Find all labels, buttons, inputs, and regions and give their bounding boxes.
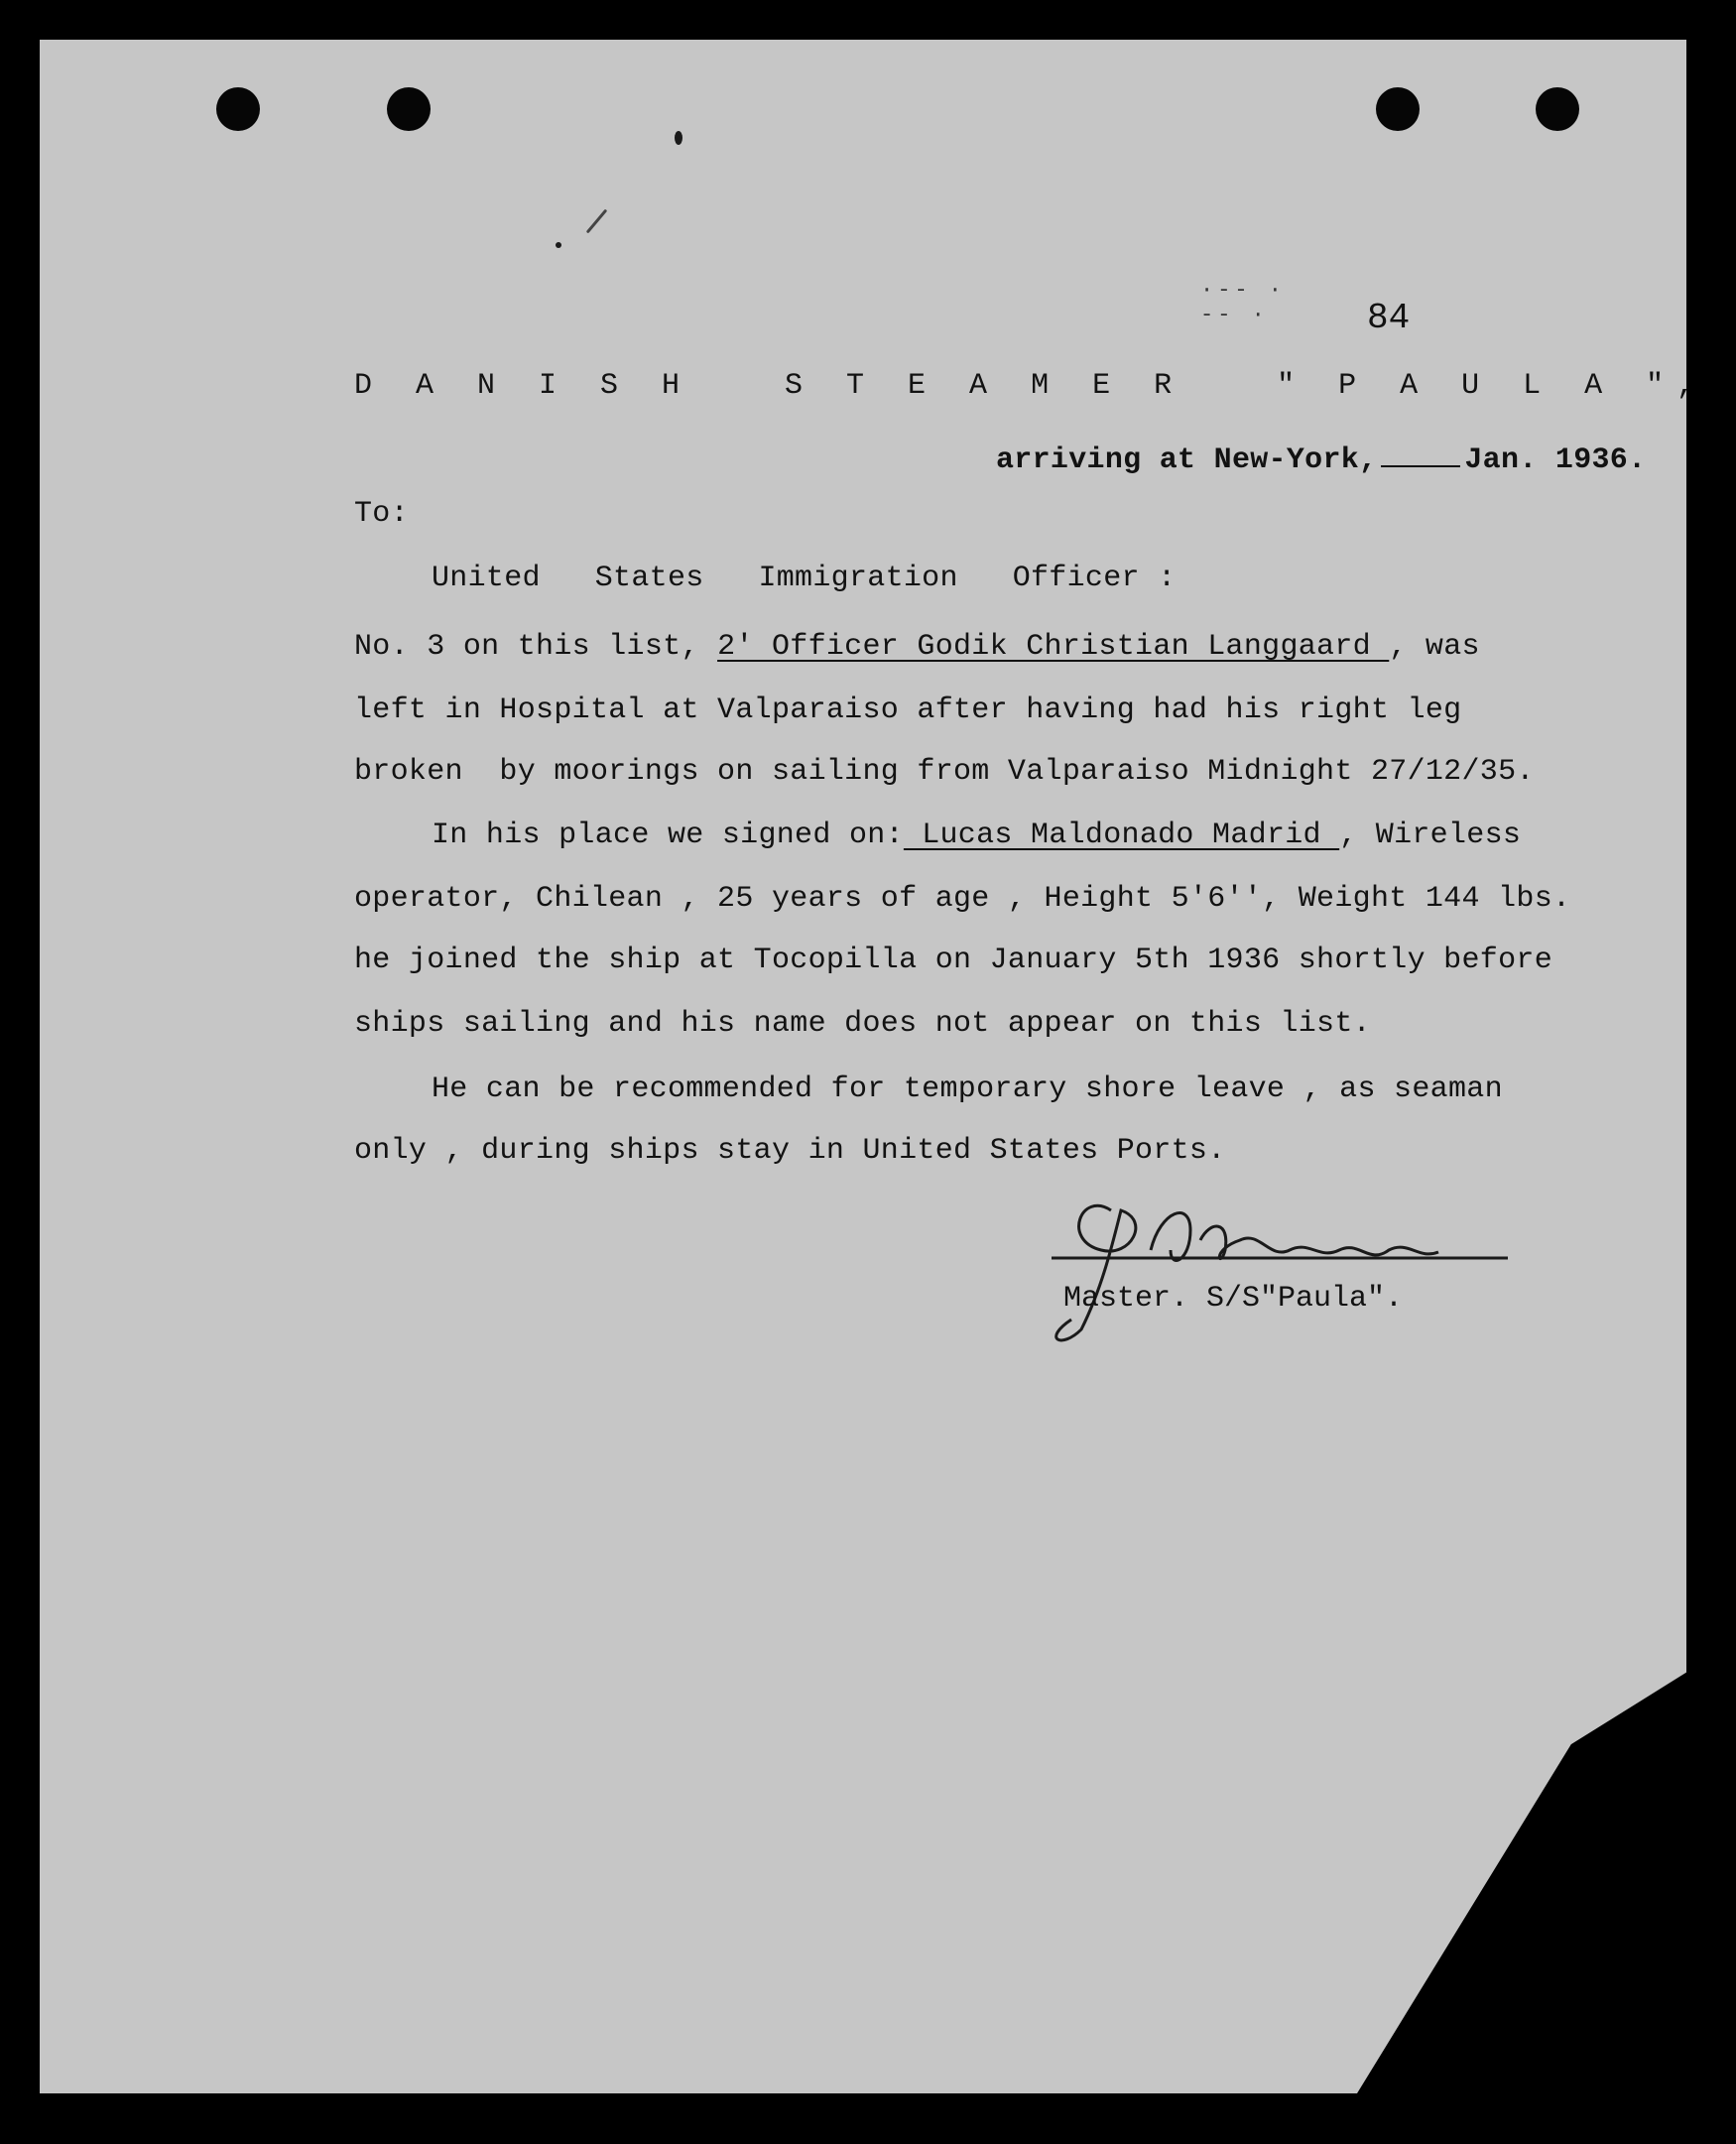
ink-speck bbox=[675, 131, 682, 145]
punch-hole-3 bbox=[1376, 87, 1420, 131]
paragraph-3-line-2: only , during ships stay in United States Ports. bbox=[354, 1134, 1226, 1168]
document-heading: D A N I S H S T E A M E R " P A U L A ", bbox=[354, 369, 1708, 403]
document-page bbox=[40, 40, 1686, 2093]
paragraph-1-line-2: left in Hospital at Valparaiso after having had his right leg bbox=[354, 694, 1462, 727]
page-number: 84 bbox=[1367, 298, 1411, 338]
ink-speck bbox=[586, 209, 608, 234]
paragraph-2-line-4: ships sailing and his name does not appear on this list. bbox=[354, 1007, 1371, 1041]
p2-text: In his place we signed on: bbox=[432, 819, 904, 852]
arrival-line bbox=[996, 441, 1646, 480]
arrival-prefix: arriving at New-York, bbox=[996, 443, 1378, 477]
paragraph-2-line-2: operator, Chilean , 25 years of age , Height 5'6'', Weight 144 lbs. bbox=[354, 882, 1571, 916]
handwritten-signature bbox=[1042, 1181, 1518, 1349]
ink-speck bbox=[556, 242, 561, 248]
p2-text-end: , Wireless bbox=[1339, 819, 1522, 852]
signature-title: Master. S/S"Paula". bbox=[1063, 1282, 1404, 1316]
paragraph-1-line-1 bbox=[354, 627, 1480, 667]
crew-member-left-name: 2' Officer Godik Christian Langgaard bbox=[717, 630, 1390, 664]
arrival-date: Jan. 1936. bbox=[1464, 443, 1647, 477]
punch-hole-4 bbox=[1536, 87, 1579, 131]
paragraph-2-line-3: he joined the ship at Tocopilla on January 5th 1936 shortly before bbox=[354, 944, 1552, 977]
p1-text-end: , was bbox=[1389, 630, 1480, 664]
punch-hole-2 bbox=[387, 87, 431, 131]
paragraph-1-line-3: broken by moorings on sailing from Valparaiso Midnight 27/12/35. bbox=[354, 755, 1535, 789]
replacement-crew-name: Lucas Maldonado Madrid bbox=[903, 819, 1340, 852]
faint-stamp-marks: ·‑‑ · ‑‑ · bbox=[1200, 278, 1287, 327]
addressee: United States Immigration Officer : bbox=[432, 562, 1177, 595]
paragraph-2-line-1 bbox=[432, 816, 1521, 855]
paragraph-3-line-1: He can be recommended for temporary shore leave , as seaman bbox=[432, 1072, 1503, 1106]
salutation: To: bbox=[354, 497, 409, 531]
p1-text: No. 3 on this list, bbox=[354, 630, 718, 664]
arrival-blank bbox=[1381, 465, 1460, 467]
punch-hole-1 bbox=[216, 87, 260, 131]
